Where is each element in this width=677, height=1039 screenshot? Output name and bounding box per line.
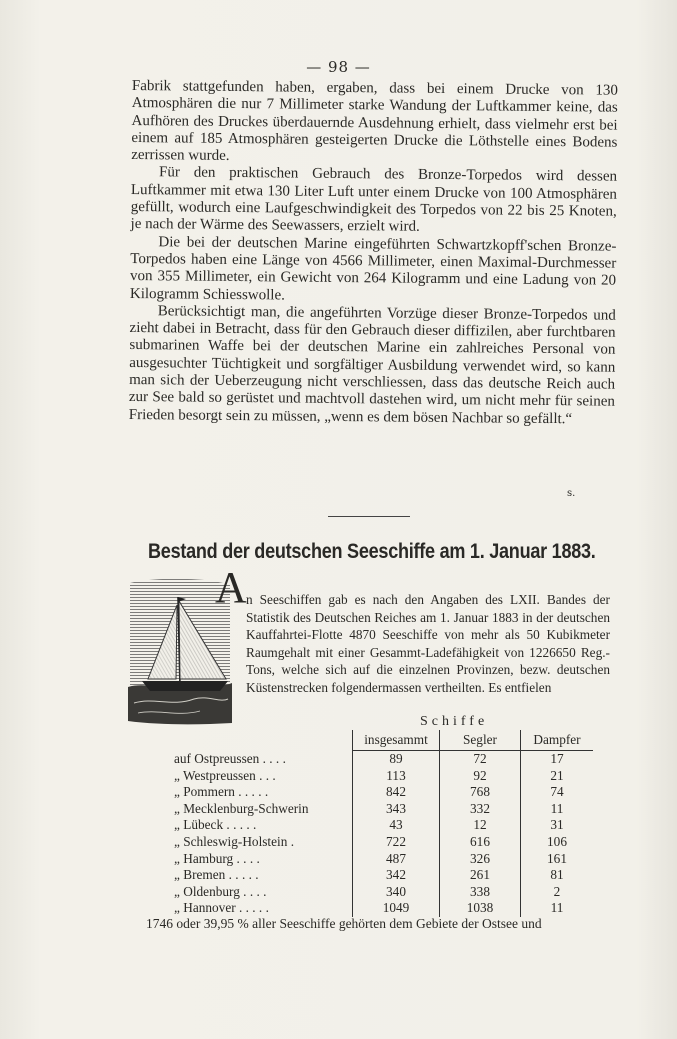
intro-paragraph: n Seeschiffen gab es nach den Angaben des LXII. Bandes der Statistik des Deutschen Reiches am 1. Januar 1883 in der deutschen Kauffahrtei-Flotte 4870 Seeschiffe von mehr als 50 Kubikmeter Raumgehalt mit einer Gesammt-Ladefähigkeit von 1226650 Reg.-Tons, welche sich auf die einzelnen Provinzen, bezw. deutschen Küstenstrecken folgendermassen vertheilten. Es entfielen xyxy=(246,592,610,695)
dampfer-cell: 11 xyxy=(521,900,594,917)
total-cell: 89 xyxy=(353,751,440,768)
table-row xyxy=(168,751,593,768)
province-name: „ Hannover . . . . . xyxy=(174,900,269,916)
table-row xyxy=(168,768,593,785)
paragraph: Für den praktischen Gebrauch des Bronze-Torpedos wird dessen Luftkammer mit etwa 130 Liter Luft unter einem Drucke von 100 Atmosphären gefüllt, wodurch eine Laufgeschwindigkeit des Torpedos von 22 bis 25 Knoten, je nach der Wärme des Seewassers, erzielt wird. xyxy=(130,164,618,236)
dampfer-cell: 161 xyxy=(521,851,594,868)
table-row xyxy=(168,834,593,851)
corner-mark: s. xyxy=(567,488,576,499)
province-name: „ Westpreussen . . . xyxy=(174,767,276,783)
dampfer-cell: 2 xyxy=(521,884,594,901)
total-cell: 342 xyxy=(353,867,440,884)
dampfer-cell: 106 xyxy=(521,834,594,851)
column-header: Dampfer xyxy=(521,730,594,751)
page-number: — 98 — xyxy=(306,58,371,76)
dampfer-cell: 17 xyxy=(521,751,594,768)
total-cell: 340 xyxy=(353,884,440,901)
column-header: Segler xyxy=(440,730,521,751)
table-row xyxy=(168,817,593,834)
dampfer-cell: 21 xyxy=(521,768,594,785)
dampfer-cell: 31 xyxy=(521,817,594,834)
segler-cell: 72 xyxy=(440,751,521,768)
total-cell: 343 xyxy=(353,801,440,818)
ships-table xyxy=(168,730,593,917)
paragraph: Die bei der deutschen Marine eingeführten Schwartzkopff'schen Bronze-Torpedos haben eine Länge von 4566 Millimeter, einen Maximal-Durchmesser von 355 Millimeter, ein Gewicht von 264 Kilogramm und eine Ladung von 20 Kilogramm Schiesswolle. xyxy=(129,233,617,304)
segler-cell: 92 xyxy=(440,768,521,785)
province-name: „ Oldenburg . . . . xyxy=(174,883,267,899)
table-row xyxy=(168,851,593,868)
table-row xyxy=(168,784,593,801)
total-cell: 487 xyxy=(353,851,440,868)
dampfer-cell: 11 xyxy=(521,801,594,818)
total-cell: 113 xyxy=(353,768,440,785)
table-row xyxy=(168,884,593,901)
paragraph: Fabrik stattgefunden haben, ergaben, dass bei einem Drucke von 130 Atmosphären die nur 7 Millimeter starke Wandung der Luftkammer keine, das Aufhören des Druckes überdauernde Ausdehnung erhielt, dass vielmehr erst bei einem auf 185 Atmosphären gesteigerten Drucke die Löthstelle eines Bodens zerrissen wurde. xyxy=(131,78,618,165)
body-text xyxy=(129,78,618,429)
table-row xyxy=(168,867,593,884)
segler-cell: 332 xyxy=(440,801,521,818)
total-cell: 722 xyxy=(353,834,440,851)
paragraph: Berücksichtigt man, die angeführten Vorzüge dieser Bronze-Torpedos und zieht dabei in Betracht, dass für den Gebrauch dieser diffizilen, aber furchtbaren submarinen Waffe bei der deutschen Marine ein zahlreiches Personal von ausgesuchter Tüchtigkeit und sorgfältiger Ausbildung verwendet wird, so kann man sich der Ueberzeugung nicht verschliessen, dass das deutsche Reich auch zur See bald so gerüstet und machtvoll dastehen wird, um nicht mehr für seinen Frieden besorgt sein zu müssen, „wenn es dem bösen Nachbar so gefällt.“ xyxy=(128,303,616,427)
dampfer-cell: 74 xyxy=(521,784,594,801)
province-name: „ Lübeck . . . . . xyxy=(174,817,257,833)
segler-cell: 616 xyxy=(440,834,521,851)
province-name: „ Hamburg . . . . xyxy=(174,850,260,866)
segler-cell: 12 xyxy=(440,817,521,834)
segler-cell: 261 xyxy=(440,867,521,884)
drop-cap: A xyxy=(215,563,247,612)
column-header: insgesammt xyxy=(353,730,440,751)
province-name: auf Ostpreussen . . . . xyxy=(174,750,286,766)
segler-cell: 768 xyxy=(440,784,521,801)
table-row xyxy=(168,900,593,917)
province-name: „ Pommern . . . . . xyxy=(174,784,269,800)
table-header-blank xyxy=(168,730,353,751)
segler-cell: 1038 xyxy=(440,900,521,917)
table-group-header: Schiffe xyxy=(420,714,489,729)
total-cell: 43 xyxy=(353,817,440,834)
table-header-row xyxy=(168,730,593,751)
province-name: „ Bremen . . . . . xyxy=(174,867,259,883)
province-name: „ Mecklenburg-Schwerin xyxy=(174,800,309,816)
total-cell: 842 xyxy=(353,784,440,801)
total-cell: 1049 xyxy=(353,900,440,917)
segler-cell: 338 xyxy=(440,884,521,901)
province-name: „ Schleswig-Holstein . xyxy=(174,833,295,849)
dampfer-cell: 81 xyxy=(521,867,594,884)
continuation-line: 1746 oder 39,95 % aller Seeschiffe gehörten dem Gebiete der Ostsee und xyxy=(146,916,542,931)
section-divider xyxy=(328,516,410,517)
section-heading: Bestand der deutschen Seeschiffe am 1. Januar 1883. xyxy=(148,540,596,563)
segler-cell: 326 xyxy=(440,851,521,868)
table-row xyxy=(168,801,593,818)
